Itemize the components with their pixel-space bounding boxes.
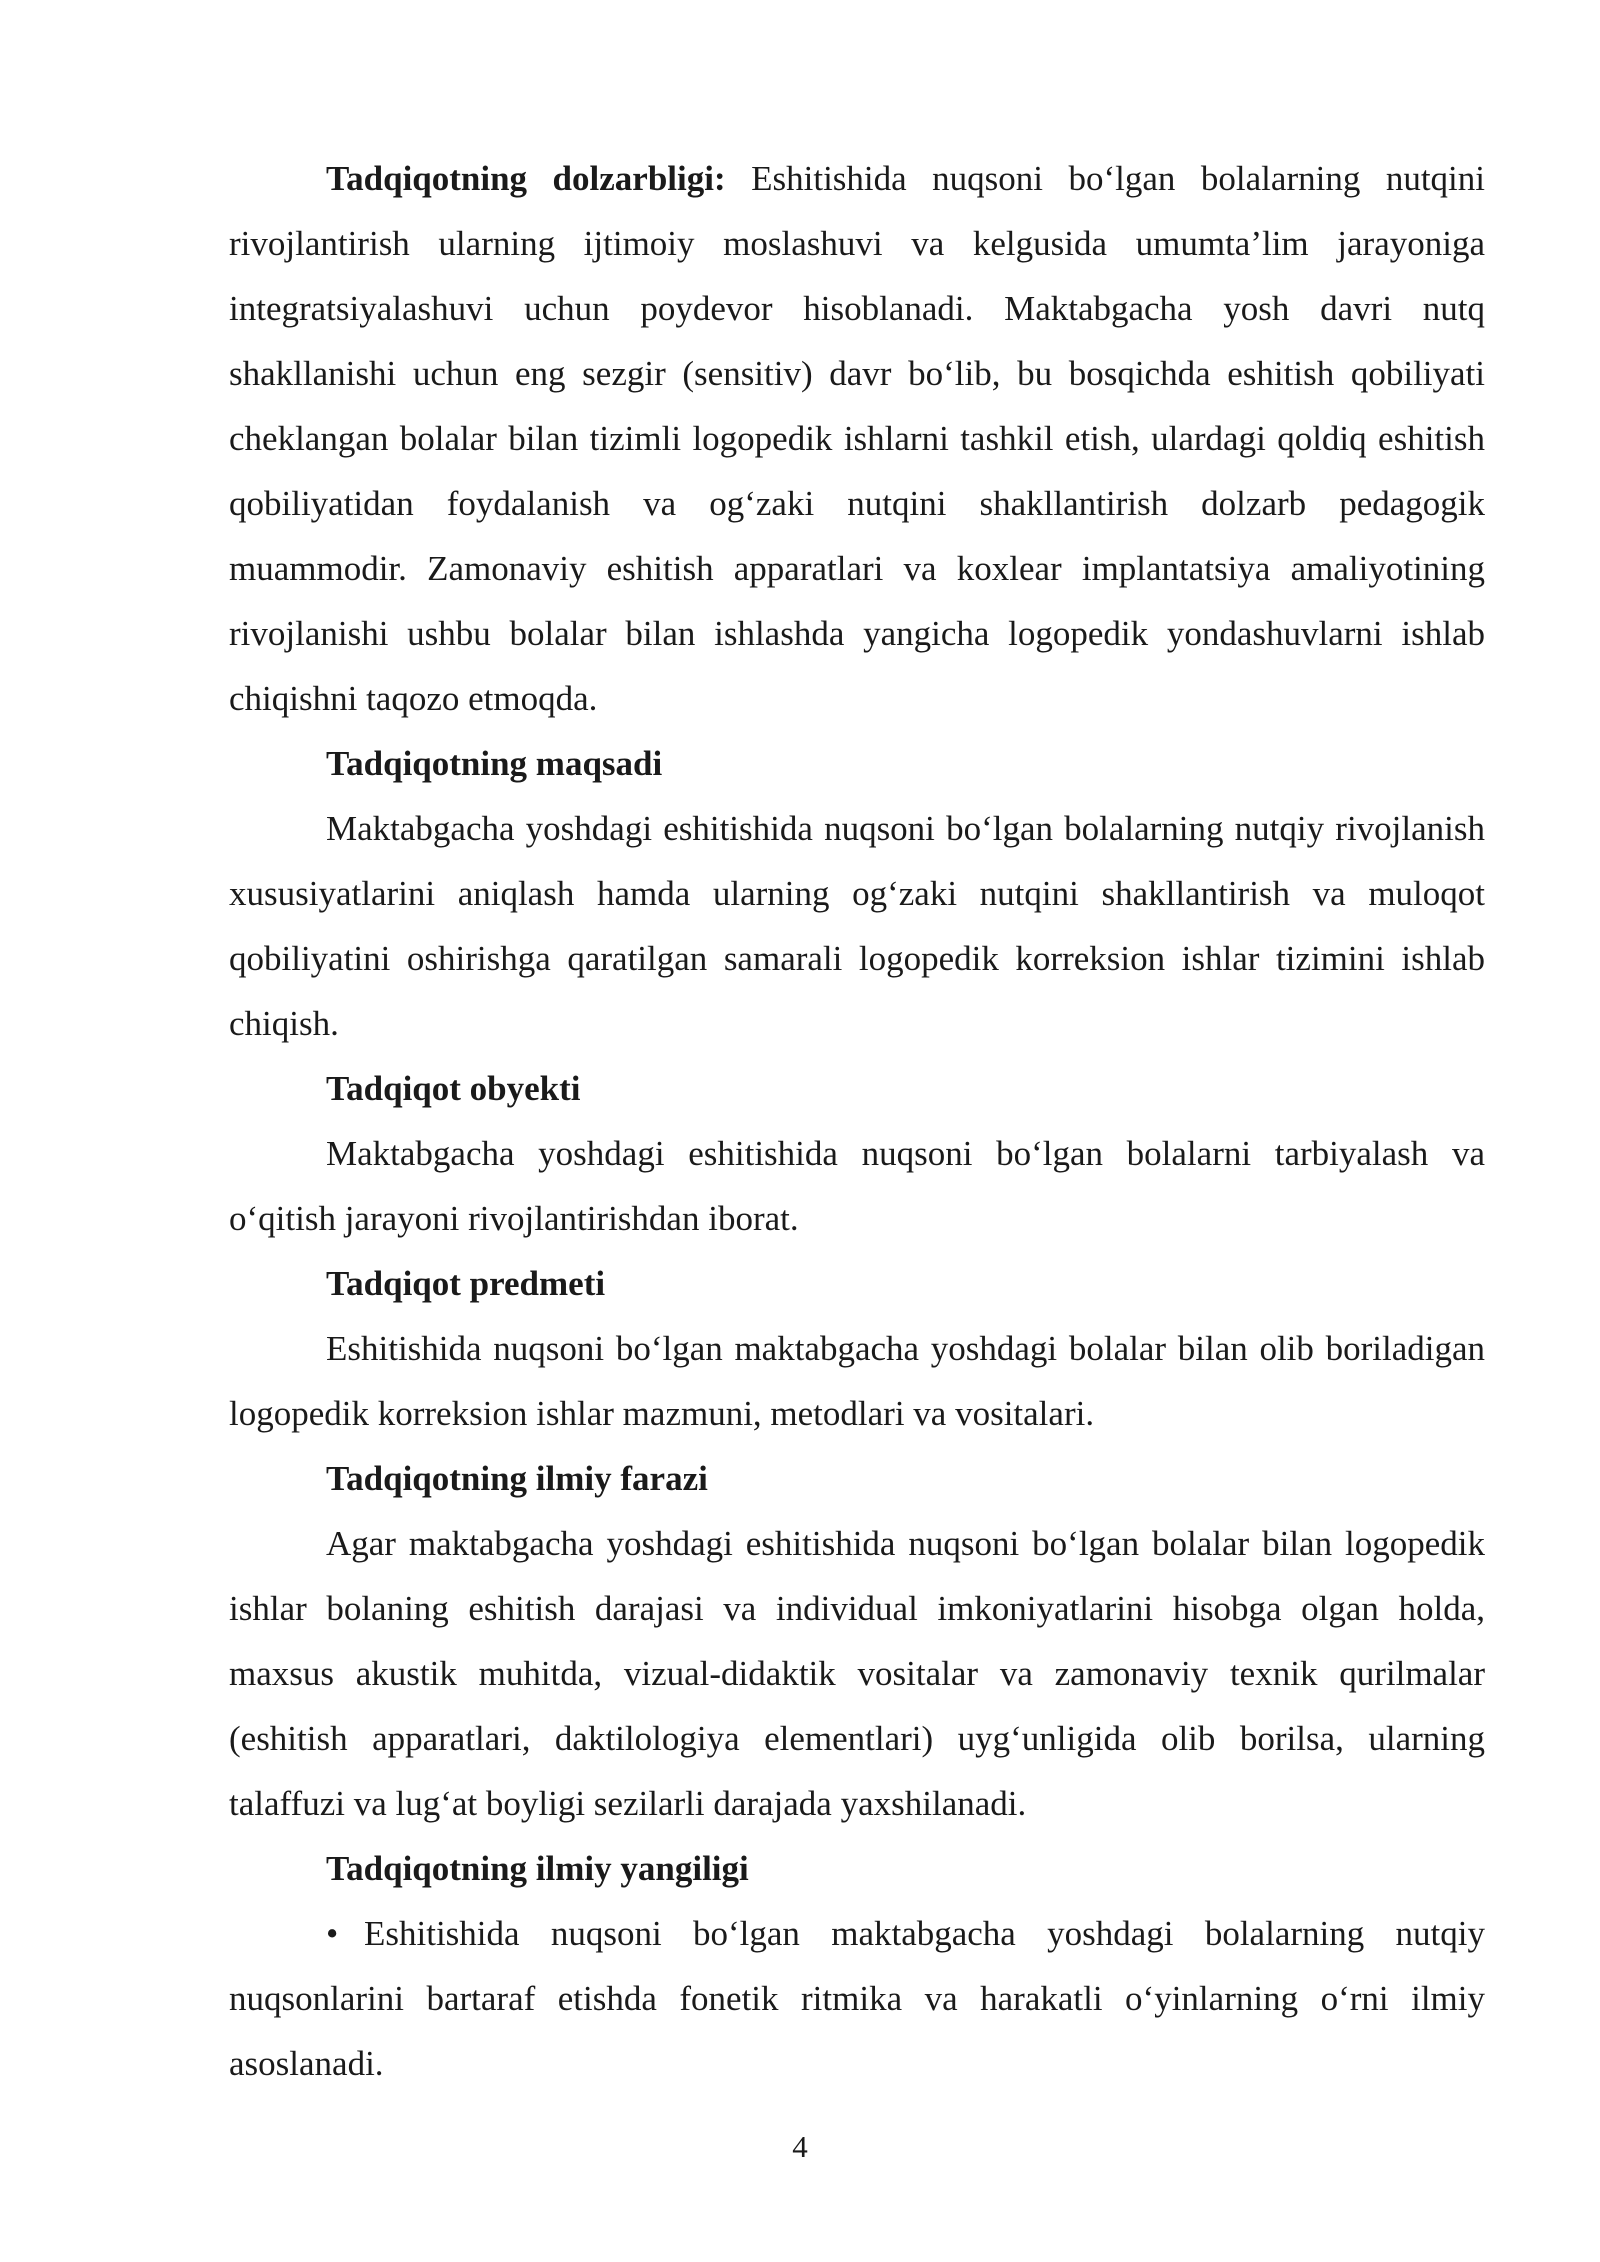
object-text: Maktabgacha yoshdagi eshitishida nuqsoni bo‘lgan bolalarni tarbiyalash va o‘qitish jarayoni rivojlantirishdan iborat.	[229, 1134, 1485, 1238]
hypothesis-text: Agar maktabgacha yoshdagi eshitishida nuqsoni bo‘lgan bolalar bilan logopedik ishlar bolaning eshitish darajasi va individual imkoniyatlarini hisobga olgan holda, maxsus akustik muhitda, vizual-didaktik vositalar va zamonaviy texnik qurilmalar (eshitish apparatlari, daktilologiya elementlari) uyg‘unligida olib borilsa, ularning talaffuzi va lug‘at boyligi sezilarli darajada yaxshilanadi.	[229, 1524, 1485, 1823]
document-page	[229, 146, 1485, 2096]
goal-heading: Tadqiqotning maqsadi	[326, 744, 663, 783]
subject-text: Eshitishida nuqsoni bo‘lgan maktabgacha yoshdagi bolalar bilan olib boriladigan logopedik korreksion ishlar mazmuni, metodlari va vositalari.	[229, 1329, 1485, 1433]
bullet-icon: •	[326, 1914, 339, 1953]
relevance-lead: Tadqiqotning dolzarbligi:	[326, 159, 726, 198]
novelty-list-item	[229, 1901, 1485, 2096]
object-heading: Tadqiqot obyekti	[326, 1069, 581, 1108]
relevance-paragraph	[229, 146, 1485, 731]
subject-heading: Tadqiqot predmeti	[326, 1264, 606, 1303]
page-number: 4	[792, 2129, 808, 2164]
hypothesis-heading: Tadqiqotning ilmiy farazi	[326, 1459, 708, 1498]
novelty-heading: Tadqiqotning ilmiy yangiligi	[326, 1849, 749, 1888]
novelty-item-text: Eshitishida nuqsoni bo‘lgan maktabgacha yoshdagi bolalarning nutqiy nuqsonlarini bartaraf etishda fonetik ritmika va harakatli o‘yinlarning o‘rni ilmiy asoslanadi.	[229, 1914, 1485, 2083]
relevance-text: Eshitishida nuqsoni bo‘lgan bolalarning nutqini rivojlantirish ularning ijtimoiy moslashuvi va kelgusida umumta’lim jarayoniga integratsiyalashuvi uchun poydevor hisoblanadi. Maktabgacha yosh davri nutq shakllanishi uchun eng sezgir (sensitiv) davr bo‘lib, bu bosqichda eshitish qobiliyati cheklangan bolalar bilan tizimli logopedik ishlarni tashkil etish, ulardagi qoldiq eshitish qobiliyatidan foydalanish va og‘zaki nutqini shakllantirish dolzarb pedagogik muammodir. Zamonaviy eshitish apparatlari va koxlear implantatsiya amaliyotining rivojlanishi ushbu bolalar bilan ishlashda yangicha logopedik yondashuvlarni ishlab chiqishni taqozo etmoqda.	[229, 159, 1485, 718]
goal-text: Maktabgacha yoshdagi eshitishida nuqsoni bo‘lgan bolalarning nutqiy rivojlanish xususiyatlarini aniqlash hamda ularning og‘zaki nutqini shakllantirish va muloqot qobiliyatini oshirishga qaratilgan samarali logopedik korreksion ishlar tizimini ishlab chiqish.	[229, 809, 1485, 1043]
